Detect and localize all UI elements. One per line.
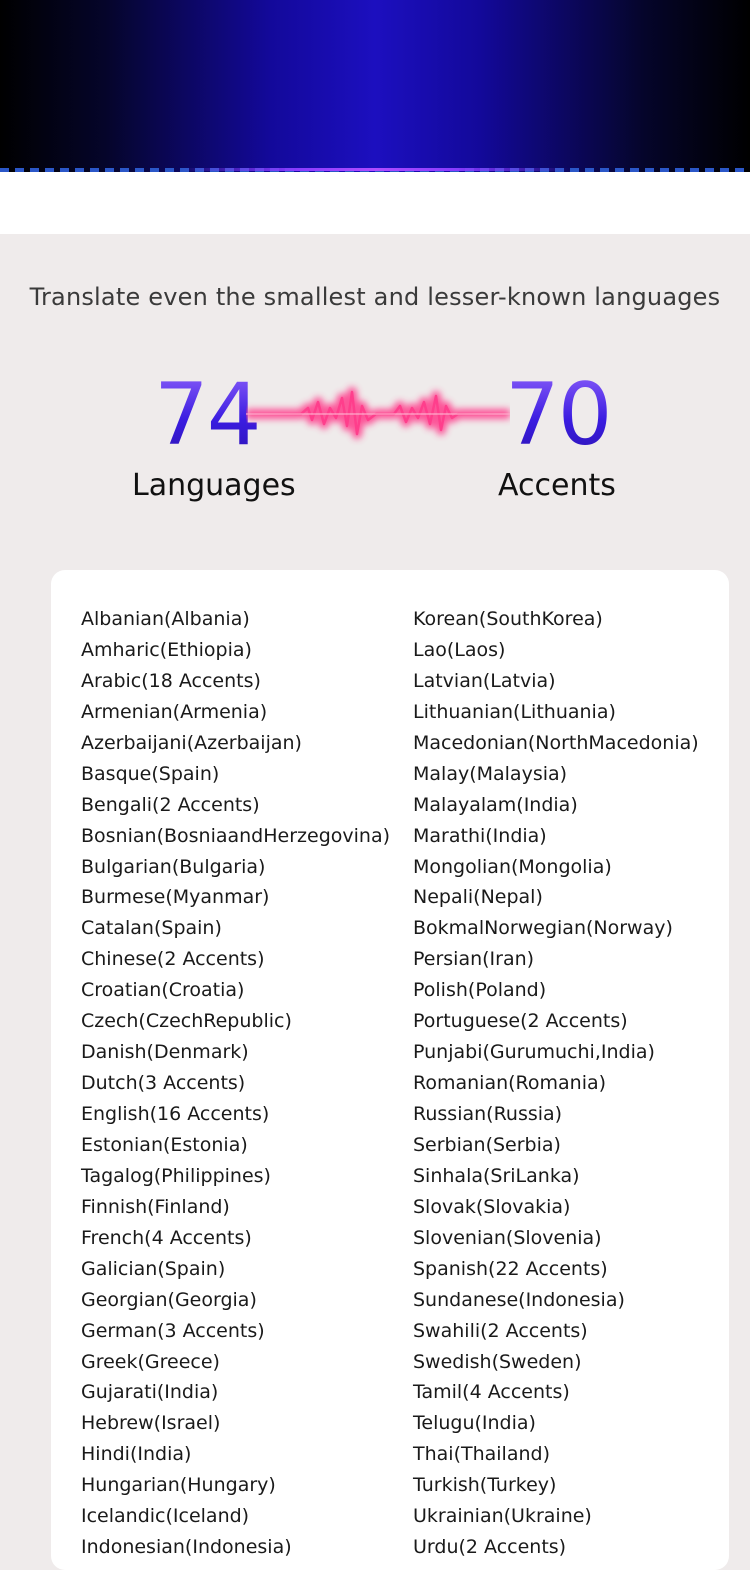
page-tagline: Translate even the smallest and lesser-known languages — [29, 283, 721, 311]
language-item: Swahili(2 Accents) — [413, 1319, 588, 1342]
language-item: Croatian(Croatia) — [81, 979, 245, 1002]
language-item: Sinhala(SriLanka) — [413, 1164, 580, 1187]
language-item: German(3 Accents) — [81, 1319, 265, 1342]
language-item: English(16 Accents) — [81, 1103, 270, 1125]
language-item: Telugu(India) — [413, 1412, 536, 1435]
language-item: Galician(Spain) — [81, 1257, 226, 1280]
language-item: Lao(Laos) — [413, 638, 506, 661]
languages-count: 74 — [154, 360, 259, 470]
language-item: Bosnian(BosniaandHerzegovina) — [81, 824, 391, 847]
language-list-left — [81, 604, 390, 1563]
language-item: BokmalNorwegian(Norway) — [413, 917, 673, 940]
hero-banner — [0, 0, 750, 172]
language-item: Finnish(Finland) — [81, 1195, 230, 1218]
language-item: Punjabi(Gurumuchi,India) — [413, 1041, 655, 1064]
language-item: Korean(SouthKorea) — [413, 608, 603, 630]
language-item: Indonesian(Indonesia) — [81, 1536, 292, 1559]
language-item: Swedish(Sweden) — [413, 1350, 582, 1373]
language-item: Basque(Spain) — [81, 762, 220, 785]
language-list-right — [413, 604, 699, 1563]
language-item: Mongolian(Mongolia) — [413, 855, 612, 878]
language-item: Macedonian(NorthMacedonia) — [413, 731, 699, 754]
language-item: Urdu(2 Accents) — [413, 1536, 567, 1559]
language-item: Amharic(Ethiopia) — [81, 638, 252, 661]
language-item: Bengali(2 Accents) — [81, 793, 260, 816]
language-item: Persian(Iran) — [413, 948, 535, 971]
hero-glow-highlight — [180, 168, 570, 171]
language-item: Turkish(Turkey) — [413, 1474, 557, 1497]
language-item: Serbian(Serbia) — [413, 1133, 561, 1156]
language-item: Polish(Poland) — [413, 979, 547, 1002]
language-item: Slovenian(Slovenia) — [413, 1226, 602, 1249]
pulse-wave-icon — [246, 378, 510, 448]
language-item: Spanish(22 Accents) — [413, 1257, 608, 1280]
language-item: Azerbaijani(Azerbaijan) — [81, 731, 302, 754]
language-item: Catalan(Spain) — [81, 917, 222, 940]
language-item: Marathi(India) — [413, 824, 547, 847]
language-item: Gujarati(India) — [81, 1381, 219, 1404]
language-item: Tamil(4 Accents) — [413, 1381, 570, 1404]
language-item: Danish(Denmark) — [81, 1041, 249, 1064]
language-item: Latvian(Latvia) — [413, 669, 556, 692]
language-item: Dutch(3 Accents) — [81, 1072, 246, 1095]
language-item: Icelandic(Iceland) — [81, 1505, 250, 1528]
language-item: French(4 Accents) — [81, 1226, 252, 1249]
accents-label: Accents — [498, 468, 616, 503]
language-item: Russian(Russia) — [413, 1103, 563, 1125]
section-divider — [0, 172, 750, 234]
language-item: Estonian(Estonia) — [81, 1133, 248, 1156]
language-item: Hungarian(Hungary) — [81, 1474, 276, 1497]
language-item: Ukrainian(Ukraine) — [413, 1505, 592, 1528]
language-item: Arabic(18 Accents) — [81, 669, 261, 692]
accents-count: 70 — [505, 360, 610, 470]
language-item: Sundanese(Indonesia) — [413, 1288, 625, 1311]
language-item: Romanian(Romania) — [413, 1072, 607, 1095]
language-item: Georgian(Georgia) — [81, 1288, 257, 1311]
language-item: Portuguese(2 Accents) — [413, 1010, 628, 1033]
language-item: Bulgarian(Bulgaria) — [81, 855, 266, 878]
language-item: Burmese(Myanmar) — [81, 886, 270, 909]
language-item: Armenian(Armenia) — [81, 700, 268, 723]
languages-label: Languages — [132, 468, 296, 503]
language-item: Hebrew(Israel) — [81, 1412, 221, 1435]
language-item: Slovak(Slovakia) — [413, 1195, 571, 1218]
language-item: Tagalog(Philippines) — [81, 1164, 271, 1187]
language-item: Chinese(2 Accents) — [81, 948, 265, 971]
language-item: Hindi(India) — [81, 1443, 192, 1466]
language-item: Malay(Malaysia) — [413, 762, 568, 785]
language-item: Malayalam(India) — [413, 793, 578, 816]
language-item: Thai(Thailand) — [413, 1443, 550, 1466]
language-item: Nepali(Nepal) — [413, 886, 543, 909]
language-item: Czech(CzechRepublic) — [81, 1010, 292, 1033]
language-item: Albanian(Albania) — [81, 608, 250, 630]
language-item: Greek(Greece) — [81, 1350, 220, 1373]
language-item: Lithuanian(Lithuania) — [413, 700, 616, 723]
